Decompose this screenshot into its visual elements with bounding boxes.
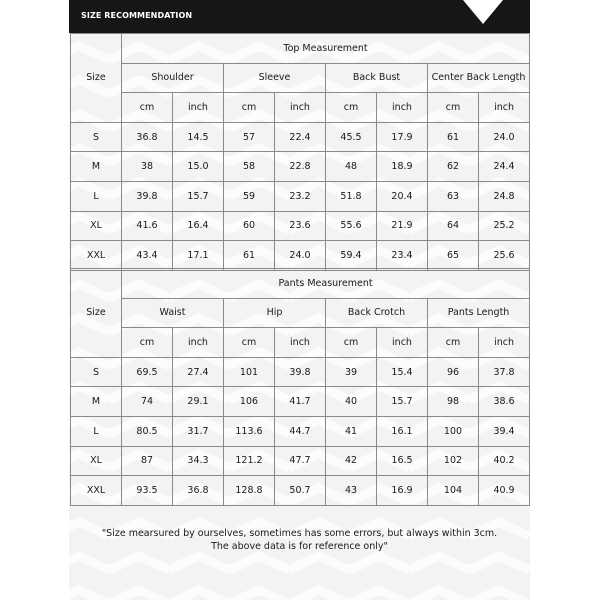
table-cell: 48: [326, 152, 377, 182]
table-cell: 64: [428, 211, 479, 241]
table-cell: 22.4: [275, 122, 326, 152]
table-row: [71, 416, 530, 446]
table-cell: 31.7: [173, 416, 224, 446]
unit-header: inch: [377, 93, 428, 123]
unit-header: cm: [224, 328, 275, 358]
unit-header: cm: [122, 93, 173, 123]
table-cell: 128.8: [224, 476, 275, 506]
table-cell: 51.8: [326, 181, 377, 211]
table-cell: 23.4: [377, 241, 428, 271]
table-row: [71, 152, 530, 182]
table-cell: 18.9: [377, 152, 428, 182]
table-cell: 101: [224, 357, 275, 387]
measure-header-row: [71, 63, 530, 93]
table-cell: 38.6: [479, 387, 530, 417]
table-cell: 55.6: [326, 211, 377, 241]
unit-header: inch: [173, 93, 224, 123]
table-cell: 45.5: [326, 122, 377, 152]
table-cell: 39.4: [479, 416, 530, 446]
unit-header: cm: [122, 328, 173, 358]
table-cell: 40.2: [479, 446, 530, 476]
table-cell: 25.6: [479, 241, 530, 271]
table-cell: 36.8: [122, 122, 173, 152]
table-cell: 16.4: [173, 211, 224, 241]
table-cell: 47.7: [275, 446, 326, 476]
table-cell: 74: [122, 387, 173, 417]
table-cell: 23.6: [275, 211, 326, 241]
header-bar: [69, 0, 530, 33]
table-cell: 104: [428, 476, 479, 506]
table-cell: 23.2: [275, 181, 326, 211]
measure-header-row: [71, 298, 530, 328]
table-cell: 40: [326, 387, 377, 417]
table-cell: 100: [428, 416, 479, 446]
table-cell: 15.4: [377, 357, 428, 387]
unit-header: cm: [326, 93, 377, 123]
size-header: Size: [71, 269, 122, 358]
size-cell: XL: [71, 446, 122, 476]
measure-header: Back Bust: [326, 63, 428, 93]
table-cell: 24.4: [479, 152, 530, 182]
size-cell: L: [71, 181, 122, 211]
table-cell: 96: [428, 357, 479, 387]
measure-header: Hip: [224, 298, 326, 328]
table-cell: 58: [224, 152, 275, 182]
size-cell: XXL: [71, 241, 122, 271]
table-cell: 42: [326, 446, 377, 476]
table-cell: 57: [224, 122, 275, 152]
section-title: Top Measurement: [122, 34, 530, 64]
pants-measurement-table: [70, 268, 530, 506]
disclaimer-line: "Size mearsured by ourselves, sometimes has some errors, but always within 3cm.: [101, 528, 498, 539]
section-title: Pants Measurement: [122, 269, 530, 299]
size-cell: S: [71, 122, 122, 152]
table-cell: 59.4: [326, 241, 377, 271]
table-cell: 15.7: [173, 181, 224, 211]
unit-header: cm: [428, 328, 479, 358]
measure-header: Sleeve: [224, 63, 326, 93]
table-cell: 63: [428, 181, 479, 211]
table-cell: 16.1: [377, 416, 428, 446]
size-chart-panel: [69, 0, 530, 600]
unit-header: cm: [326, 328, 377, 358]
unit-header-row: [71, 93, 530, 123]
table-cell: 16.9: [377, 476, 428, 506]
unit-header-row: [71, 328, 530, 358]
table-row: [71, 211, 530, 241]
table-cell: 59: [224, 181, 275, 211]
table-cell: 65: [428, 241, 479, 271]
measure-header: Pants Length: [428, 298, 530, 328]
table-cell: 15.7: [377, 387, 428, 417]
table-cell: 27.4: [173, 357, 224, 387]
size-header: Size: [71, 34, 122, 123]
unit-header: inch: [275, 328, 326, 358]
table-cell: 121.2: [224, 446, 275, 476]
measure-header: Waist: [122, 298, 224, 328]
size-cell: M: [71, 387, 122, 417]
table-cell: 44.7: [275, 416, 326, 446]
table-cell: 60: [224, 211, 275, 241]
table-cell: 16.5: [377, 446, 428, 476]
chevron-down-icon: [463, 0, 503, 33]
table-row: [71, 357, 530, 387]
table-cell: 93.5: [122, 476, 173, 506]
table-cell: 39.8: [275, 357, 326, 387]
table-cell: 25.2: [479, 211, 530, 241]
table-cell: 69.5: [122, 357, 173, 387]
unit-header: inch: [173, 328, 224, 358]
table-cell: 50.7: [275, 476, 326, 506]
measurement-disclaimer: [69, 527, 530, 553]
table-cell: 37.8: [479, 357, 530, 387]
table-cell: 87: [122, 446, 173, 476]
table-cell: 113.6: [224, 416, 275, 446]
table-cell: 15.0: [173, 152, 224, 182]
table-row: [71, 241, 530, 271]
table-cell: 14.5: [173, 122, 224, 152]
size-cell: L: [71, 416, 122, 446]
table-cell: 106: [224, 387, 275, 417]
table-cell: 24.0: [275, 241, 326, 271]
table-cell: 39.8: [122, 181, 173, 211]
size-cell: S: [71, 357, 122, 387]
unit-header: inch: [479, 93, 530, 123]
table-cell: 62: [428, 152, 479, 182]
unit-header: inch: [479, 328, 530, 358]
table-row: [71, 446, 530, 476]
table-header-row: [71, 269, 530, 299]
unit-header: cm: [428, 93, 479, 123]
table-cell: 102: [428, 446, 479, 476]
top-measurement-table: [70, 33, 530, 271]
table-cell: 61: [428, 122, 479, 152]
measure-header: Back Crotch: [326, 298, 428, 328]
table-cell: 17.1: [173, 241, 224, 271]
table-cell: 61: [224, 241, 275, 271]
table-cell: 24.8: [479, 181, 530, 211]
table-cell: 29.1: [173, 387, 224, 417]
table-cell: 24.0: [479, 122, 530, 152]
measure-header: Shoulder: [122, 63, 224, 93]
table-cell: 43.4: [122, 241, 173, 271]
table-cell: 17.9: [377, 122, 428, 152]
size-cell: XXL: [71, 476, 122, 506]
unit-header: inch: [377, 328, 428, 358]
unit-header: cm: [224, 93, 275, 123]
table-cell: 40.9: [479, 476, 530, 506]
table-row: [71, 181, 530, 211]
table-cell: 98: [428, 387, 479, 417]
table-cell: 20.4: [377, 181, 428, 211]
table-cell: 41.7: [275, 387, 326, 417]
measure-header: Center Back Length: [428, 63, 530, 93]
table-cell: 22.8: [275, 152, 326, 182]
table-row: [71, 387, 530, 417]
table-cell: 41.6: [122, 211, 173, 241]
unit-header: inch: [275, 93, 326, 123]
table-header-row: [71, 34, 530, 64]
size-cell: XL: [71, 211, 122, 241]
table-cell: 38: [122, 152, 173, 182]
table-cell: 39: [326, 357, 377, 387]
table-row: [71, 122, 530, 152]
table-row: [71, 476, 530, 506]
header-title: SIZE RECOMMENDATION: [81, 11, 193, 20]
size-cell: M: [71, 152, 122, 182]
table-cell: 41: [326, 416, 377, 446]
table-cell: 21.9: [377, 211, 428, 241]
disclaimer-line: The above data is for reference only": [211, 541, 388, 552]
table-cell: 80.5: [122, 416, 173, 446]
table-cell: 34.3: [173, 446, 224, 476]
table-cell: 43: [326, 476, 377, 506]
table-cell: 36.8: [173, 476, 224, 506]
